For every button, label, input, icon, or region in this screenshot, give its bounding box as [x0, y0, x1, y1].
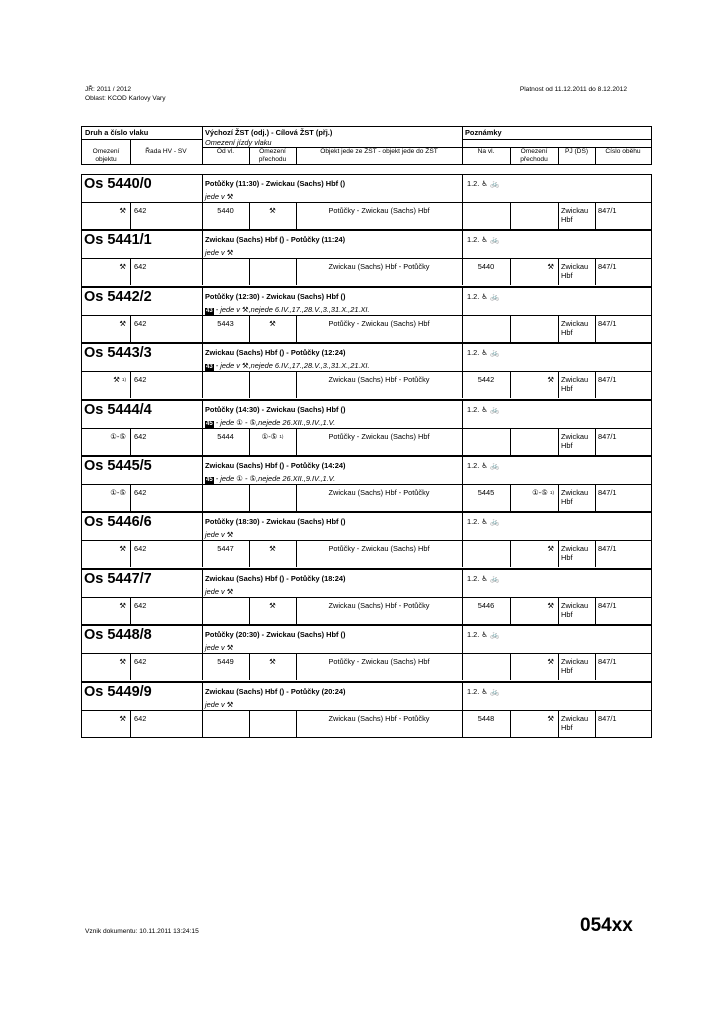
col-omezeni-prechodu: Omezení přechodu [258, 148, 287, 163]
col-omezeni-objektu: Omezení objektu [92, 148, 120, 163]
objekt-trasa: Potůčky - Zwickau (Sachs) Hbf [328, 318, 430, 328]
col-omezeni-jizdy: Omezení jízdy vlaku [205, 138, 272, 147]
pj-ds: Zwickau Hbf [561, 657, 589, 676]
rada-hv: 642 [134, 657, 147, 667]
calendar-badge: 43 [206, 364, 213, 371]
na-vlak: 5448 [477, 713, 495, 723]
col-objekt: Objekt jede ze ŽST - objekt jede do ŽST [320, 148, 438, 155]
od-vlaku: 5443 [217, 318, 234, 328]
train-route: Zwickau (Sachs) Hbf () - Potůčky (20:24) [205, 686, 346, 696]
col-rada: Řada HV - SV [145, 148, 187, 155]
train-note: 1.2. ♿ 🚲 [467, 517, 500, 527]
omezeni-prechodu [249, 544, 296, 553]
objekt-trasa: Zwickau (Sachs) Hbf - Potůčky [328, 262, 430, 272]
restriction-symbol: ⚒ [119, 544, 126, 554]
objekt-trasa: Zwickau (Sachs) Hbf - Potůčky [328, 375, 430, 385]
train-block [81, 174, 652, 230]
rada-hv: 642 [134, 262, 147, 272]
train-title: Os 5445/5 [84, 458, 152, 474]
na-vlak: 5445 [477, 488, 495, 497]
rada-hv: 642 [134, 375, 147, 385]
cislo-obehu: 847/1 [598, 375, 617, 385]
col-vychozi: Výchozí ŽST (odj.) - Cílová ŽST (přj.) [205, 128, 333, 137]
footnote-mark: 1) [121, 377, 126, 383]
train-route: Potůčky (20:30) - Zwickau (Sachs) Hbf () [205, 630, 346, 640]
restriction-symbol: ①-⑤ [261, 431, 278, 441]
pj-ds: Zwickau Hbf [561, 375, 589, 394]
train-restriction [205, 700, 233, 709]
pj-ds: Zwickau Hbf [561, 600, 589, 619]
objekt-trasa: Zwickau (Sachs) Hbf - Potůčky [328, 488, 430, 497]
train-restriction [205, 643, 233, 652]
omezeni-objektu [82, 319, 126, 328]
col-cislo-obehu: Číslo oběhu [605, 148, 641, 155]
train-title: Os 5447/7 [84, 570, 152, 587]
omezeni-objektu [82, 375, 126, 384]
cislo-obehu: 847/1 [598, 431, 617, 441]
train-note: 1.2. ♿ 🚲 [467, 404, 500, 414]
restriction-symbol: ⚒ [547, 713, 554, 723]
omezeni-objektu [82, 206, 126, 215]
rada-hv: 642 [134, 488, 147, 497]
document-code: 054xx [580, 915, 633, 936]
calendar-badge: 45 [206, 477, 213, 483]
restriction-symbol: ①-⑤ [532, 488, 548, 497]
pj-ds: Zwickau Hbf [561, 262, 589, 281]
restriction-symbol: ⚒ [547, 375, 554, 385]
train-route: Potůčky (14:30) - Zwickau (Sachs) Hbf () [205, 404, 346, 414]
objekt-trasa: Potůčky - Zwickau (Sachs) Hbf [328, 657, 430, 667]
restriction-text: - jede v ⚒,nejede 6.IV.,17.,28.V.,3.,31.X.,21.XI. [213, 304, 370, 314]
pj-ds: Zwickau Hbf [561, 206, 589, 224]
train-block [81, 512, 652, 568]
cislo-obehu: 847/1 [598, 318, 617, 328]
train-restriction [205, 361, 370, 371]
restriction-symbol: ⚒ [547, 544, 554, 554]
cislo-obehu: 847/1 [598, 544, 617, 554]
restriction-symbol: ⚒ [547, 657, 554, 667]
restriction-text: jede v ⚒ [205, 699, 234, 709]
omezeni-prechodu-2 [510, 657, 554, 666]
train-title: Os 5440/0 [84, 176, 152, 192]
train-title: Os 5448/8 [84, 627, 152, 644]
calendar-badge: 45 [206, 420, 213, 427]
train-note: 1.2. ♿ 🚲 [467, 179, 500, 188]
train-note: 1.2. ♿ 🚲 [467, 291, 500, 301]
train-route: Potůčky (11:30) - Zwickau (Sachs) Hbf () [205, 179, 346, 188]
restriction-symbol: ⚒ [113, 375, 120, 385]
restriction-text: jede v ⚒ [205, 586, 234, 596]
objekt-trasa: Potůčky - Zwickau (Sachs) Hbf [328, 206, 430, 215]
cislo-obehu: 847/1 [598, 488, 617, 497]
rada-hv: 642 [134, 318, 147, 328]
cislo-obehu: 847/1 [598, 657, 617, 667]
pj-ds: Zwickau Hbf [561, 431, 589, 450]
timetable-period: JŘ: 2011 / 2012 [85, 86, 132, 93]
omezeni-prechodu [249, 601, 296, 610]
col-pj: PJ (DS) [564, 148, 589, 155]
omezeni-prechodu-2 [510, 714, 554, 723]
train-title: Os 5444/4 [84, 401, 152, 418]
train-restriction [205, 530, 233, 539]
restriction-symbol: ⚒ [269, 318, 276, 328]
col-poznamky: Poznámky [465, 128, 502, 137]
train-title: Os 5446/6 [84, 514, 152, 531]
omezeni-objektu [82, 262, 126, 271]
cislo-obehu: 847/1 [598, 262, 617, 272]
restriction-symbol: ⚒ [119, 262, 126, 272]
od-vlaku: 5449 [217, 657, 234, 667]
restriction-symbol: ⚒ [269, 544, 276, 554]
restriction-text: jede v ⚒ [205, 530, 234, 540]
objekt-trasa: Zwickau (Sachs) Hbf - Potůčky [328, 600, 430, 610]
cislo-obehu: 847/1 [598, 206, 617, 215]
train-route: Zwickau (Sachs) Hbf () - Potůčky (14:24) [205, 461, 346, 470]
train-block [81, 287, 652, 343]
na-vlak: 5442 [477, 375, 495, 385]
train-route: Zwickau (Sachs) Hbf () - Potůčky (18:24) [205, 573, 346, 583]
omezeni-objektu [82, 488, 126, 497]
omezeni-prechodu [249, 657, 296, 666]
omezeni-prechodu [249, 319, 296, 328]
train-restriction [205, 248, 233, 257]
omezeni-prechodu-2 [510, 262, 554, 271]
train-restriction [205, 587, 233, 596]
restriction-symbol: ⚒ [119, 713, 126, 723]
train-note: 1.2. ♿ 🚲 [467, 686, 500, 696]
train-block [81, 456, 652, 512]
objekt-trasa: Zwickau (Sachs) Hbf - Potůčky [328, 713, 430, 723]
train-block [81, 230, 652, 286]
train-title: Os 5443/3 [84, 345, 152, 362]
restriction-symbol: ⚒ [269, 657, 276, 667]
restriction-text: - jede ① - ⑤,nejede 26.XII.,9.IV.,1.V. [213, 417, 336, 427]
pj-ds: Zwickau Hbf [561, 488, 589, 506]
restriction-symbol: ⚒ [269, 600, 276, 610]
train-note: 1.2. ♿ 🚲 [467, 235, 500, 245]
column-header [81, 126, 652, 165]
restriction-text: - jede ① - ⑤,nejede 26.XII.,9.IV.,1.V. [213, 474, 336, 483]
train-title: Os 5442/2 [84, 288, 152, 305]
restriction-symbol: ⚒ [119, 600, 126, 610]
na-vlak: 5440 [477, 262, 495, 272]
omezeni-objektu [82, 544, 126, 553]
train-block [81, 400, 652, 456]
train-block [81, 682, 652, 738]
train-restriction [205, 474, 335, 484]
train-block [81, 343, 652, 399]
rada-hv: 642 [134, 544, 147, 554]
calendar-badge: 43 [206, 307, 213, 314]
region-label: Oblast: KCOD Karlovy Vary [85, 94, 166, 102]
omezeni-prechodu [249, 206, 296, 215]
train-block [81, 625, 652, 681]
col-od-vl: Od vl. [216, 148, 235, 155]
omezeni-prechodu [249, 432, 296, 441]
omezeni-prechodu-2 [510, 375, 554, 384]
restriction-symbol: ⚒ [119, 206, 126, 215]
train-restriction [205, 418, 335, 428]
train-restriction [205, 192, 233, 201]
omezeni-objektu [82, 657, 126, 666]
footnote-mark: 1) [279, 433, 284, 439]
train-note: 1.2. ♿ 🚲 [467, 573, 500, 583]
train-note: 1.2. ♿ 🚲 [467, 461, 500, 470]
od-vlaku: 5447 [217, 544, 234, 554]
omezeni-prechodu-2 [510, 544, 554, 553]
restriction-symbol: ①-⑤ [110, 488, 126, 497]
cislo-obehu: 847/1 [598, 713, 617, 723]
restriction-text: jede v ⚒ [205, 248, 234, 258]
pj-ds: Zwickau Hbf [561, 544, 589, 563]
objekt-trasa: Potůčky - Zwickau (Sachs) Hbf [328, 431, 430, 441]
rada-hv: 642 [134, 206, 147, 215]
restriction-symbol: ⚒ [547, 262, 554, 272]
footnote-mark: 1) [549, 490, 554, 495]
train-route: Potůčky (18:30) - Zwickau (Sachs) Hbf () [205, 517, 346, 527]
omezeni-prechodu-2 [510, 488, 554, 497]
train-route: Zwickau (Sachs) Hbf () - Potůčky (12:24) [205, 348, 346, 358]
creation-date: Vznik dokumentu: 10.11.2011 13:24:15 [85, 928, 199, 935]
omezeni-prechodu-2 [510, 601, 554, 610]
omezeni-objektu [82, 601, 126, 610]
validity-label: Platnost od 11.12.2011 do 8.12.2012 [519, 86, 627, 93]
train-route: Zwickau (Sachs) Hbf () - Potůčky (11:24) [205, 235, 346, 245]
restriction-symbol: ⚒ [119, 318, 126, 328]
pj-ds: Zwickau Hbf [561, 318, 589, 337]
restriction-text: - jede v ⚒,nejede 6.IV.,17.,28.V.,3.,31.X.,21.XI. [213, 361, 370, 371]
train-note: 1.2. ♿ 🚲 [467, 348, 500, 358]
train-note: 1.2. ♿ 🚲 [467, 630, 500, 640]
od-vlaku: 5444 [217, 431, 234, 441]
cislo-obehu: 847/1 [598, 600, 617, 610]
rada-hv: 642 [134, 600, 147, 610]
rada-hv: 642 [134, 713, 147, 723]
col-druh: Druh a číslo vlaku [85, 128, 149, 137]
restriction-text: jede v ⚒ [205, 192, 234, 201]
pj-ds: Zwickau Hbf [561, 713, 589, 732]
na-vlak: 5446 [477, 600, 495, 610]
restriction-text: jede v ⚒ [205, 643, 234, 653]
train-block [81, 569, 652, 625]
train-restriction [205, 305, 370, 315]
rada-hv: 642 [134, 431, 147, 441]
col-na-vl: Na vl. [477, 148, 495, 155]
col-omezeni-prechodu-2: Omezení přechodu [520, 148, 548, 163]
restriction-symbol: ⚒ [547, 600, 554, 610]
restriction-symbol: ⚒ [119, 657, 126, 667]
train-route: Potůčky (12:30) - Zwickau (Sachs) Hbf () [205, 291, 346, 301]
omezeni-objektu [82, 432, 126, 441]
od-vlaku: 5440 [217, 206, 234, 215]
train-title: Os 5441/1 [84, 232, 152, 249]
objekt-trasa: Potůčky - Zwickau (Sachs) Hbf [328, 544, 430, 554]
restriction-symbol: ⚒ [269, 206, 276, 215]
document-header [85, 86, 166, 103]
omezeni-objektu [82, 714, 126, 723]
train-title: Os 5449/9 [84, 683, 152, 700]
restriction-symbol: ①-⑤ [110, 431, 126, 441]
